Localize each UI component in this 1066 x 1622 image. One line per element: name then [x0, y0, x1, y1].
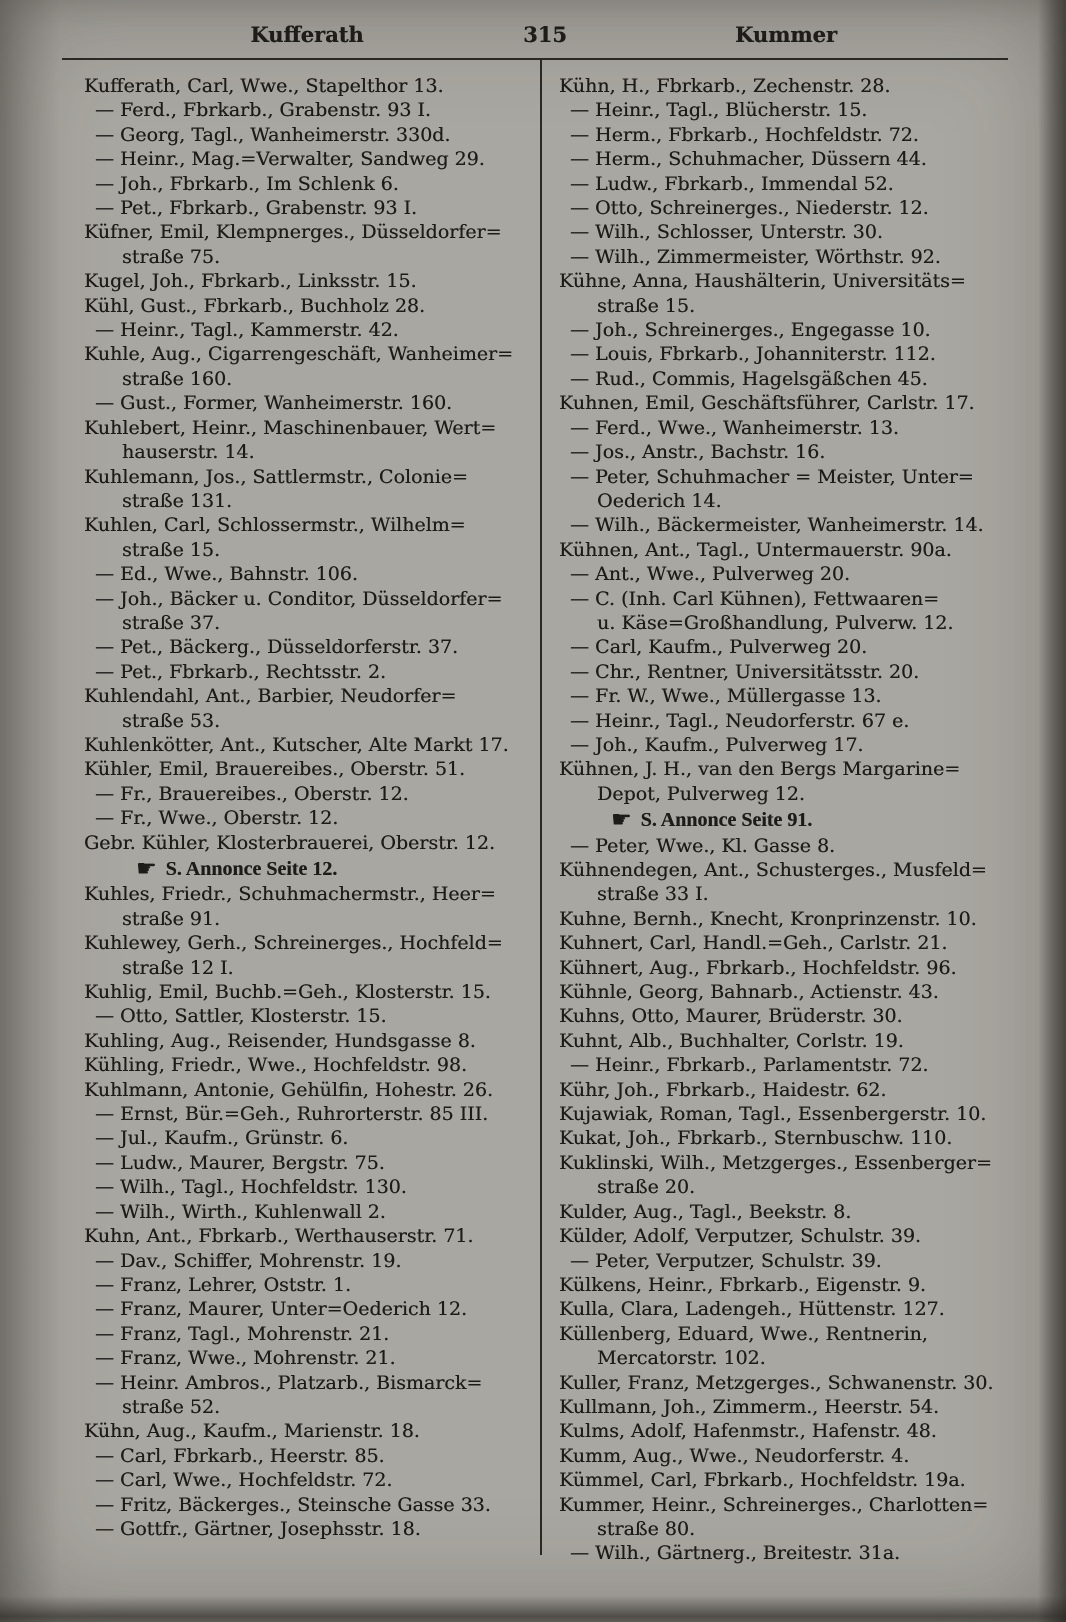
entry-line: — Wilh., Bäckermeister, Wanheimerstr. 14.: [570, 514, 984, 537]
directory-entry: [559, 1224, 1012, 1248]
directory-entry: [559, 733, 1012, 757]
entry-line: u. Käse=Großhandlung, Pulverw. 12.: [597, 611, 954, 634]
directory-entry: [559, 513, 1012, 537]
entry-line: — Herm., Schuhmacher, Düssern 44.: [570, 148, 927, 171]
directory-entry: [84, 1004, 532, 1028]
column-right: [559, 74, 1012, 1574]
entry-line: Kufferath, Carl, Wwe., Stapelthor 13.: [84, 75, 444, 97]
directory-entry: [84, 123, 532, 147]
entry-line: — C. (Inh. Carl Kühnen), Fettwaaren=: [570, 587, 940, 610]
entry-line: — Franz, Maurer, Unter=Oederich 12.: [95, 1298, 468, 1321]
directory-entry: [84, 1053, 532, 1077]
column-divider: [540, 59, 542, 1555]
directory-entry: [84, 733, 532, 757]
entry-line: Kuhlemann, Jos., Sattlermstr., Colonie=: [84, 465, 468, 488]
directory-entry: [559, 1468, 1012, 1492]
directory-entry: [84, 74, 532, 98]
entry-line: — Heinr., Tagl., Kammerstr. 42.: [95, 319, 399, 342]
directory-entry: [559, 74, 1012, 98]
entry-line: Kühl, Gust., Fbrkarb., Buchholz 28.: [84, 294, 426, 317]
directory-entry: [559, 709, 1012, 733]
entry-line: — Rud., Commis, Hagelsgäßchen 45.: [570, 367, 928, 390]
directory-entry: [84, 1151, 532, 1175]
entry-line: straße 15.: [122, 538, 220, 561]
directory-entry: [559, 1200, 1012, 1224]
entry-line: straße 53.: [122, 709, 220, 732]
directory-entry: [559, 1029, 1012, 1053]
entry-line: Kuhlen, Carl, Schlossermstr., Wilhelm=: [84, 514, 466, 537]
directory-entry: [84, 1102, 532, 1126]
directory-entry: [84, 1468, 532, 1492]
directory-entry: [559, 147, 1012, 171]
annonce-note: [84, 857, 532, 881]
entry-line: — Ferd., Wwe., Wanheimerstr. 13.: [570, 416, 899, 439]
entry-line: — Ludw., Maurer, Bergstr. 75.: [95, 1151, 385, 1174]
directory-entry: [84, 294, 532, 318]
directory-entry: [559, 465, 1012, 514]
directory-entry: [84, 635, 532, 659]
entry-line: Kullmann, Joh., Zimmerm., Heerstr. 54.: [559, 1395, 940, 1418]
entry-line: — Jul., Kaufm., Grünstr. 6.: [95, 1127, 349, 1150]
entry-line: Kuhling, Aug., Reisender, Hundsgasse 8.: [84, 1029, 476, 1052]
directory-entry: [559, 1004, 1012, 1028]
directory-entry: [84, 220, 532, 269]
entry-line: Kumm, Aug., Wwe., Neudorferstr. 4.: [559, 1444, 910, 1467]
directory-entry: [559, 757, 1012, 806]
entry-line: — Otto, Schreinerges., Niederstr. 12.: [570, 197, 929, 220]
directory-entry: [84, 1126, 532, 1150]
entry-line: Gebr. Kühler, Klosterbrauerei, Oberstr. 12.: [84, 831, 496, 854]
entry-line: — Pet., Fbrkarb., Grabenstr. 93 I.: [95, 197, 418, 220]
entry-line: Kuhnt, Alb., Buchhalter, Corlstr. 19.: [559, 1029, 904, 1052]
directory-entry: [84, 342, 532, 391]
directory-entry: [84, 1224, 532, 1248]
directory-entry: [84, 416, 532, 465]
directory-entry: [559, 1541, 1012, 1565]
directory-entry: [84, 1444, 532, 1468]
entry-line: straße 160.: [122, 367, 233, 390]
directory-entry: [559, 391, 1012, 415]
directory-entry: [84, 660, 532, 684]
entry-line: Kuhne, Bernh., Knecht, Kronprinzenstr. 10.: [559, 907, 977, 930]
directory-entry: [559, 684, 1012, 708]
entry-line: — Herm., Fbrkarb., Hochfeldstr. 72.: [570, 123, 919, 146]
entry-line: Kühler, Emil, Brauereibes., Oberstr. 51.: [84, 758, 466, 781]
directory-entry: [559, 367, 1012, 391]
entry-line: Küfner, Emil, Klempnerges., Düsseldorfer=: [84, 221, 502, 244]
directory-entry: [559, 538, 1012, 562]
directory-entry: [84, 587, 532, 636]
entry-line: — Pet., Fbrkarb., Rechtsstr. 2.: [95, 660, 387, 683]
entry-line: ☛ S. Annonce Seite 91.: [611, 807, 813, 834]
directory-entry: [559, 123, 1012, 147]
entry-line: — Joh., Fbrkarb., Im Schlenk 6.: [95, 172, 399, 195]
entry-line: — Heinr., Tagl., Neudorferstr. 67 e.: [570, 709, 910, 732]
pointing-hand-icon: ☛: [136, 856, 157, 882]
directory-entry: [559, 269, 1012, 318]
entry-line: — Ferd., Fbrkarb., Grabenstr. 93 I.: [95, 99, 431, 122]
entry-line: Kummer, Heinr., Schreinerges., Charlotten=: [559, 1493, 989, 1516]
entry-line: Depot, Pulverweg 12.: [597, 782, 805, 805]
directory-entry: [559, 660, 1012, 684]
running-head-left-keyword: Kufferath: [250, 22, 364, 47]
entry-line: — Jos., Anstr., Bachstr. 16.: [570, 441, 826, 464]
entry-line: — Fr., Brauereibes., Oberstr. 12.: [95, 782, 409, 805]
entry-line: Kuhlig, Emil, Buchb.=Geh., Klosterstr. 15.: [84, 981, 491, 1004]
directory-entry: [84, 882, 532, 931]
directory-entry: [84, 196, 532, 220]
entry-line: — Ed., Wwe., Bahnstr. 106.: [95, 563, 358, 586]
entry-line: — Gust., Former, Wanheimerstr. 160.: [95, 392, 453, 415]
entry-line: straße 91.: [122, 907, 220, 930]
directory-entry: [84, 1200, 532, 1224]
entry-line: — Peter, Verputzer, Schulstr. 39.: [570, 1249, 882, 1272]
entry-line: Kühnen, J. H., van den Bergs Margarine=: [559, 758, 961, 781]
entry-line: Mercatorstr. 102.: [597, 1347, 766, 1370]
entry-line: Kühnen, Ant., Tagl., Untermauerstr. 90a.: [559, 538, 952, 561]
directory-entry: [559, 587, 1012, 636]
directory-entry: [559, 562, 1012, 586]
directory-entry: [559, 1273, 1012, 1297]
directory-entry: [559, 1053, 1012, 1077]
entry-line: Kugel, Joh., Fbrkarb., Linksstr. 15.: [84, 270, 417, 293]
directory-entry: [559, 440, 1012, 464]
entry-line: Külder, Adolf, Verputzer, Schulstr. 39.: [559, 1225, 921, 1248]
entry-line: — Wilh., Gärtnerg., Breitestr. 31a.: [570, 1542, 901, 1565]
entry-line: Kuhlmann, Antonie, Gehülfin, Hohestr. 26.: [84, 1078, 494, 1101]
entry-line: Kulder, Aug., Tagl., Beekstr. 8.: [559, 1200, 852, 1223]
directory-entry: [84, 831, 532, 855]
entry-line: straße 20.: [597, 1176, 695, 1199]
header-rule: [62, 58, 1008, 60]
entry-line: Kuhnen, Emil, Geschäftsführer, Carlstr. 17.: [559, 392, 975, 415]
scan-edge-left: [0, 0, 60, 1622]
entry-line: — Otto, Sattler, Klosterstr. 15.: [95, 1005, 387, 1028]
entry-line: — Joh., Schreinerges., Engegasse 10.: [570, 319, 931, 342]
directory-entry: [559, 834, 1012, 858]
entry-line: — Franz, Tagl., Mohrenstr. 21.: [95, 1322, 390, 1345]
directory-entry: [559, 1102, 1012, 1126]
directory-entry: [84, 1273, 532, 1297]
entry-line: Kulms, Adolf, Hafenmstr., Hafenstr. 48.: [559, 1420, 937, 1443]
directory-entry: [559, 1151, 1012, 1200]
directory-entry: [84, 513, 532, 562]
directory-entry: [84, 1419, 532, 1443]
directory-entry: [84, 465, 532, 514]
directory-entry: [84, 1322, 532, 1346]
directory-entry: [84, 391, 532, 415]
entry-line: — Heinr., Tagl., Blücherstr. 15.: [570, 99, 868, 122]
entry-line: Kühnendegen, Ant., Schusterges., Musfeld=: [559, 859, 987, 881]
directory-entry: [84, 318, 532, 342]
entry-line: straße 80.: [597, 1517, 695, 1540]
entry-line: straße 37.: [122, 611, 220, 634]
entry-line: — Ernst, Bür.=Geh., Ruhrorterstr. 85 III.: [95, 1103, 489, 1126]
directory-entry: [559, 1395, 1012, 1419]
directory-entry: [559, 245, 1012, 269]
directory-entry: [559, 1322, 1012, 1371]
directory-entry: [84, 1175, 532, 1199]
directory-entry: [559, 931, 1012, 955]
directory-entry: [559, 342, 1012, 366]
directory-entry: [84, 757, 532, 781]
entry-line: — Chr., Rentner, Universitätsstr. 20.: [570, 660, 920, 683]
directory-entry: [559, 318, 1012, 342]
entry-line: Kujawiak, Roman, Tagl., Essenbergerstr. 10.: [559, 1103, 987, 1126]
running-head: [84, 22, 1012, 47]
directory-entry: [559, 1493, 1012, 1542]
directory-entry: [559, 980, 1012, 1004]
entry-line: ☛ S. Annonce Seite 12.: [136, 856, 338, 882]
entry-line: — Dav., Schiffer, Mohrenstr. 19.: [95, 1249, 402, 1272]
entry-line: Kühne, Anna, Haushälterin, Universitäts=: [559, 270, 966, 293]
entry-line: Külkens, Heinr., Fbrkarb., Eigenstr. 9.: [559, 1273, 926, 1296]
directory-entry: [559, 907, 1012, 931]
pointing-hand-icon: ☛: [611, 807, 632, 834]
directory-entry: [559, 98, 1012, 122]
entry-line: — Georg, Tagl., Wanheimerstr. 330d.: [95, 123, 451, 146]
entry-line: Kühling, Friedr., Wwe., Hochfeldstr. 98.: [84, 1054, 467, 1077]
entry-line: straße 75.: [122, 245, 220, 268]
entry-line: Kuhns, Otto, Maurer, Brüderstr. 30.: [559, 1005, 903, 1028]
directory-entry: [84, 1346, 532, 1370]
directory-entry: [559, 220, 1012, 244]
entry-line: Kuhle, Aug., Cigarrengeschäft, Wanheimer=: [84, 343, 514, 366]
entry-line: straße 52.: [122, 1395, 220, 1418]
directory-entry: [84, 1249, 532, 1273]
entry-line: — Heinr., Mag.=Verwalter, Sandweg 29.: [95, 148, 485, 171]
column-left: [84, 74, 532, 1574]
entry-line: Kuhlewey, Gerh., Schreinerges., Hochfeld=: [84, 932, 503, 955]
directory-entry: [84, 1371, 532, 1420]
entry-line: — Carl, Wwe., Hochfeldstr. 72.: [95, 1469, 393, 1492]
directory-entry: [559, 858, 1012, 907]
entry-line: Kühn, H., Fbrkarb., Zechenstr. 28.: [559, 75, 891, 97]
directory-entry: [84, 1078, 532, 1102]
directory-entry: [84, 684, 532, 733]
directory-entry: [559, 1249, 1012, 1273]
entry-line: Kuhlenkötter, Ant., Kutscher, Alte Markt 17.: [84, 733, 509, 756]
entry-line: — Wilh., Zimmermeister, Wörthstr. 92.: [570, 245, 941, 268]
entry-line: — Heinr. Ambros., Platzarb., Bismarck=: [95, 1371, 483, 1394]
entry-line: — Louis, Fbrkarb., Johanniterstr. 112.: [570, 343, 936, 366]
directory-entry: [559, 635, 1012, 659]
entry-line: straße 15.: [597, 294, 695, 317]
entry-line: — Wilh., Wirth., Kuhlenwall 2.: [95, 1200, 386, 1223]
directory-entry: [84, 980, 532, 1004]
entry-line: Kühnle, Georg, Bahnarb., Actienstr. 43.: [559, 981, 939, 1004]
entry-line: — Wilh., Tagl., Hochfeldstr. 130.: [95, 1176, 407, 1199]
annonce-note: [559, 808, 1012, 832]
scan-edge-bottom: [0, 1596, 1066, 1622]
entry-line: straße 131.: [122, 489, 233, 512]
directory-entry: [84, 562, 532, 586]
directory-entry: [84, 1297, 532, 1321]
entry-line: — Gottfr., Gärtner, Josephsstr. 18.: [95, 1517, 421, 1540]
entry-line: Kühn, Aug., Kaufm., Marienstr. 18.: [84, 1420, 420, 1443]
entry-line: — Joh., Bäcker u. Conditor, Düsseldorfer=: [95, 587, 503, 610]
entry-line: — Franz, Lehrer, Oststr. 1.: [95, 1273, 352, 1296]
directory-entry: [559, 956, 1012, 980]
directory-entry: [84, 269, 532, 293]
entry-line: Kuhles, Friedr., Schuhmachermstr., Heer=: [84, 883, 496, 906]
directory-entry: [84, 931, 532, 980]
directory-entry: [559, 172, 1012, 196]
running-head-right-keyword: Kummer: [735, 22, 837, 47]
entry-line: — Carl, Kaufm., Pulverweg 20.: [570, 636, 868, 659]
entry-line: — Fr., Wwe., Oberstr. 12.: [95, 807, 339, 830]
entry-line: straße 33 I.: [597, 883, 709, 906]
directory-entry: [84, 806, 532, 830]
entry-line: Kulla, Clara, Ladengeh., Hüttenstr. 127.: [559, 1298, 945, 1321]
directory-entry: [559, 1444, 1012, 1468]
entry-line: — Peter, Wwe., Kl. Gasse 8.: [570, 834, 836, 857]
directory-entry: [84, 147, 532, 171]
entry-line: Kümmel, Carl, Fbrkarb., Hochfeldstr. 19a.: [559, 1469, 966, 1492]
entry-line: Kühr, Joh., Fbrkarb., Haidestr. 62.: [559, 1078, 887, 1101]
entry-line: — Wilh., Schlosser, Unterstr. 30.: [570, 221, 883, 244]
directory-entry: [559, 416, 1012, 440]
entry-line: — Ant., Wwe., Pulverweg 20.: [570, 563, 850, 586]
entry-line: — Ludw., Fbrkarb., Immendal 52.: [570, 172, 894, 195]
entry-line: Kukat, Joh., Fbrkarb., Sternbuschw. 110.: [559, 1127, 953, 1150]
entry-line: — Carl, Fbrkarb., Heerstr. 85.: [95, 1444, 385, 1467]
entry-line: — Peter, Schuhmacher = Meister, Unter=: [570, 465, 974, 488]
entry-line: — Franz, Wwe., Mohrenstr. 21.: [95, 1347, 396, 1370]
entry-line: Küllenberg, Eduard, Wwe., Rentnerin,: [559, 1322, 928, 1345]
entry-line: Kuhlebert, Heinr., Maschinenbauer, Wert=: [84, 416, 497, 439]
entry-line: — Pet., Bäckerg., Düsseldorferstr. 37.: [95, 636, 459, 659]
entry-line: Oederich 14.: [597, 489, 722, 512]
directory-entry: [84, 172, 532, 196]
directory-entry: [84, 782, 532, 806]
directory-entry: [84, 1517, 532, 1541]
directory-entry: [559, 1126, 1012, 1150]
directory-entry: [559, 1078, 1012, 1102]
directory-entry: [559, 196, 1012, 220]
entry-line: — Fr. W., Wwe., Müllergasse 13.: [570, 685, 882, 708]
entry-line: Kuhlendahl, Ant., Barbier, Neudorfer=: [84, 685, 457, 708]
entry-line: — Heinr., Fbrkarb., Parlamentstr. 72.: [570, 1054, 929, 1077]
entry-line: — Fritz, Bäckerges., Steinsche Gasse 33.: [95, 1493, 491, 1516]
directory-entry: [559, 1371, 1012, 1395]
entry-line: straße 12 I.: [122, 956, 234, 979]
scan-edge-right: [1038, 0, 1066, 1622]
entry-line: — Joh., Kaufm., Pulverweg 17.: [570, 733, 864, 756]
entry-line: Kühnert, Aug., Fbrkarb., Hochfeldstr. 96.: [559, 956, 957, 979]
directory-entry: [84, 1493, 532, 1517]
entry-line: Kuhnert, Carl, Handl.=Geh., Carlstr. 21.: [559, 932, 948, 955]
directory-entry: [559, 1419, 1012, 1443]
entry-line: hauserstr. 14.: [122, 441, 255, 464]
directory-entry: [84, 98, 532, 122]
entry-line: Kuklinski, Wilh., Metzgerges., Essenberger=: [559, 1151, 992, 1174]
directory-entry: [84, 1029, 532, 1053]
entry-line: Kuhn, Ant., Fbrkarb., Werthauserstr. 71.: [84, 1225, 474, 1248]
entry-line: Kuller, Franz, Metzgerges., Schwanenstr. 30.: [559, 1371, 994, 1394]
directory-entry: [559, 1297, 1012, 1321]
page-number: 315: [523, 22, 567, 47]
